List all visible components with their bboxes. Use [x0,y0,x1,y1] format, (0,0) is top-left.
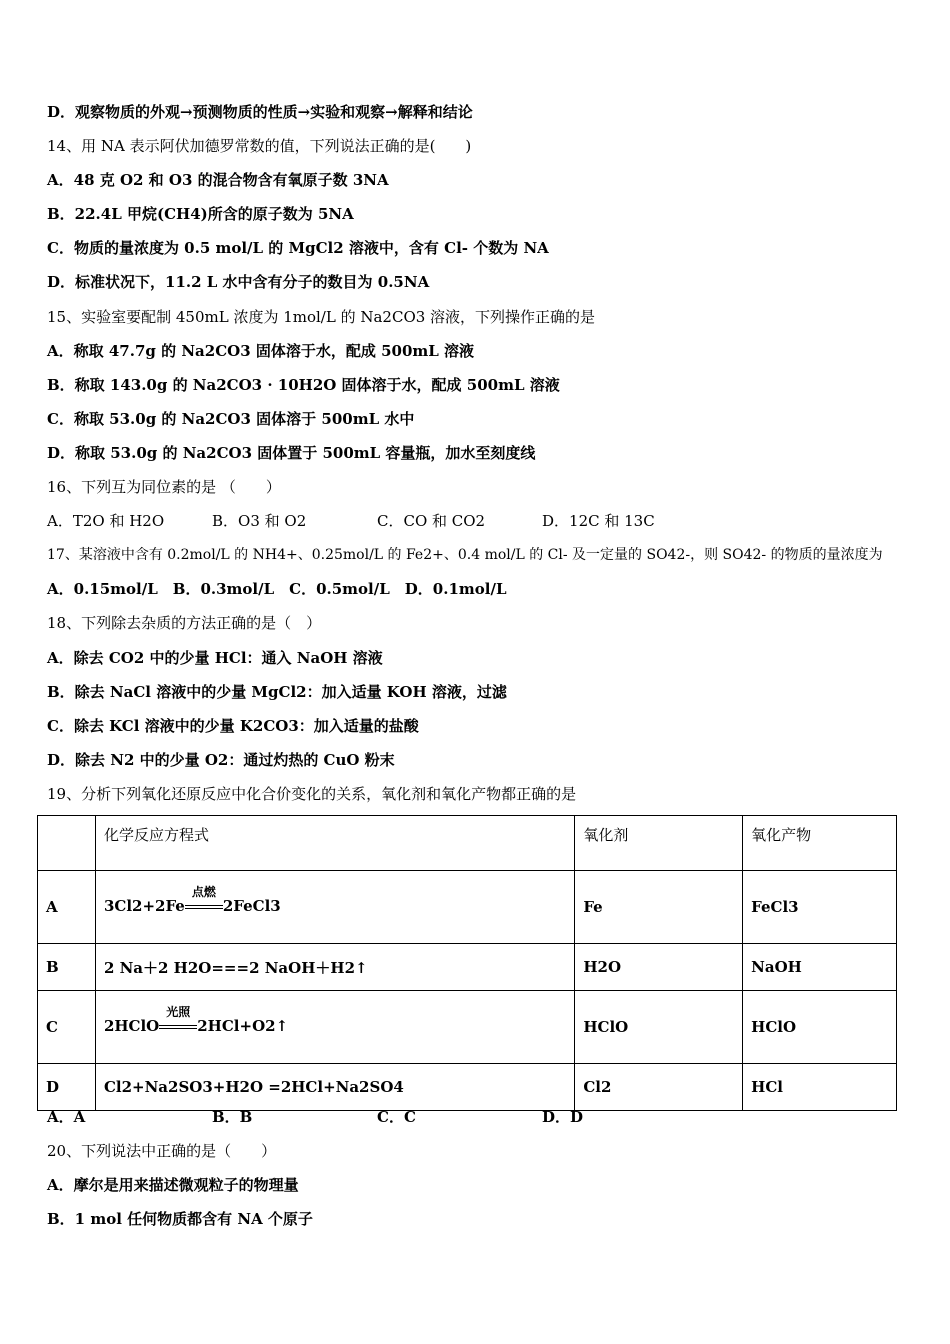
condition-text: 点燃 [191,885,216,899]
row-label: D [38,1064,96,1111]
header-cell [38,816,96,871]
q18-option-b: B．除去 NaCl 溶液中的少量 MgCl2：加入适量 KOH 溶液，过滤 [47,683,507,701]
q16-option-a: A．T2O 和 H2O [47,512,165,530]
reaction-table [37,815,897,1111]
q14-option-b: B．22.4L 甲烷(CH4)所含的原子数为 5NA [47,205,354,223]
q15-option-b: B．称取 143.0g 的 Na2CO3 · 10H2O 固体溶于水，配成 500mL 溶液 [47,376,560,394]
q13-option-d: D．观察物质的外观→预测物质的性质→实验和观察→解释和结论 [47,103,473,121]
oxidant-cell: HClO [575,991,743,1064]
q18-option-c: C．除去 KCl 溶液中的少量 K2CO3：加入适量的盐酸 [47,717,419,735]
q18-stem: 18、下列除去杂质的方法正确的是（ ） [47,614,322,632]
q14-stem: 14、用 NA 表示阿伏加德罗常数的值，下列说法正确的是( ) [47,137,472,155]
q14-option-c: C．物质的量浓度为 0.5 mol/L 的 MgCl2 溶液中，含有 Cl- 个数为 NA [47,239,549,257]
q15-stem: 15、实验室要配制 450mL 浓度为 1mol/L 的 Na2CO3 溶液，下列操作正确的是 [47,308,596,326]
q18-option-a: A．除去 CO2 中的少量 HCl：通入 NaOH 溶液 [47,649,383,667]
table-header-row [38,816,897,871]
q19-option-b: B．B [212,1108,253,1126]
equation-right: 2FeCl3 [222,897,281,915]
equals-sign [185,905,223,909]
header-cell: 氧化产物 [743,816,897,871]
q14-option-a: A．48 克 O2 和 O3 的混合物含有氧原子数 3NA [47,171,389,189]
product-cell: HCl [743,1064,897,1111]
equation-cell [95,991,574,1064]
q19-stem: 19、分析下列氧化还原反应中化合价变化的关系，氧化剂和氧化产物都正确的是 [47,785,577,803]
q17-options: A．0.15mol/L B．0.3mol/L C．0.5mol/L D．0.1mol/L [47,580,507,598]
q15-option-a: A．称取 47.7g 的 Na2CO3 固体溶于水，配成 500mL 溶液 [47,342,475,360]
table-row [38,991,897,1064]
product-cell: HClO [743,991,897,1064]
oxidant-cell: Fe [575,871,743,944]
equation-cell [95,871,574,944]
q14-option-d: D．标准状况下，11.2 L 水中含有分子的数目为 0.5NA [47,273,430,291]
row-label: B [38,944,96,991]
header-cell: 化学反应方程式 [95,816,574,871]
table-row [38,944,897,991]
q18-option-d: D．除去 N2 中的少量 O2：通过灼热的 CuO 粉末 [47,751,395,769]
q16-option-b: B．O3 和 O2 [212,512,307,530]
q20-option-a: A．摩尔是用来描述微观粒子的物理量 [47,1176,299,1194]
q19-option-c: C．C [377,1108,416,1126]
q19-option-a: A．A [47,1108,86,1126]
header-cell: 氧化剂 [575,816,743,871]
q15-option-c: C．称取 53.0g 的 Na2CO3 固体溶于 500mL 水中 [47,410,415,428]
table-row [38,871,897,944]
product-cell: FeCl3 [743,871,897,944]
oxidant-cell: Cl2 [575,1064,743,1111]
oxidant-cell: H2O [575,944,743,991]
q16-stem: 16、下列互为同位素的是 （ ） [47,478,281,496]
reaction-condition [185,885,223,917]
condition-text: 光照 [166,1005,191,1019]
reaction-condition [159,1005,197,1037]
q16-option-c: C．CO 和 CO2 [377,512,486,530]
equation-cell: Cl2+Na2SO3+H2O =2HCl+Na2SO4 [95,1064,574,1111]
q20-stem: 20、下列说法中正确的是（ ） [47,1142,277,1160]
equation-right: 2HCl+O2↑ [197,1017,289,1035]
q17-stem: 17、某溶液中含有 0.2mol/L 的 NH4+、0.25mol/L 的 Fe2+、0.4 mol/L 的 Cl- 及一定量的 SO42-，则 SO42- 的物质的量浓度为 [47,547,883,563]
equation-left: 2HClO [103,1017,160,1035]
q19-option-d: D．D [542,1108,584,1126]
product-cell: NaOH [743,944,897,991]
equals-sign [159,1025,197,1029]
equation-cell: 2 Na＋2 H2O===2 NaOH＋H2↑ [95,944,574,991]
q20-option-b: B．1 mol 任何物质都含有 NA 个原子 [47,1210,313,1228]
equation-left: 3Cl2+2Fe [103,897,185,915]
q15-option-d: D．称取 53.0g 的 Na2CO3 固体置于 500mL 容量瓶，加水至刻度线 [47,444,536,462]
row-label: C [38,991,96,1064]
row-label: A [38,871,96,944]
q16-option-d: D．12C 和 13C [542,512,655,530]
table-row [38,1064,897,1111]
